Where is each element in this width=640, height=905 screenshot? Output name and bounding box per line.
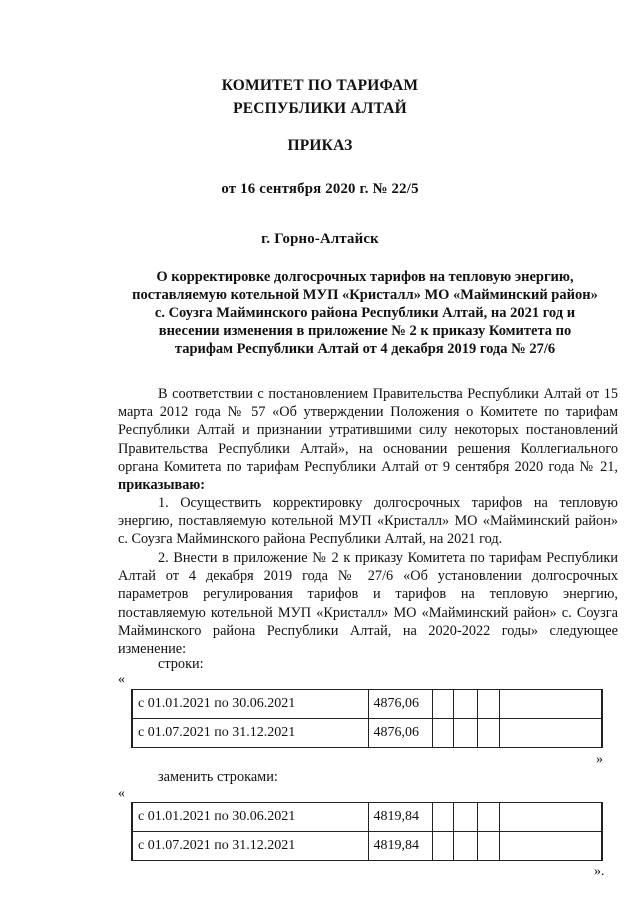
period-cell: с 01.07.2021 по 31.12.2021	[132, 719, 368, 748]
item-2-paragraph: 2. Внести в приложение № 2 к приказу Комитета по тарифам Республики Алтай от 4 декабря 2019 года № 27/6 «Об установлении долгосрочных параметров регулирования тарифов и тарифов на тепловую энергию, поставляемую котельной МУП «Кристалл» МО «Майминский район» с. Соузга Майминского района Республики Алтай, на 2020-2022 годы» следующее изменение:	[118, 550, 618, 658]
close-quote: »	[596, 752, 603, 767]
empty-cell	[477, 690, 499, 719]
org-name-line2: РЕСПУБЛИКИ АЛТАЙ	[233, 100, 407, 117]
empty-cell	[499, 832, 602, 861]
empty-cell	[432, 719, 453, 748]
subject-line: внесении изменения в приложение № 2 к приказу Комитета по	[158, 323, 572, 339]
subject-line: поставляемую котельной МУП «Кристалл» МО «Майминский район»	[132, 287, 598, 303]
item-1-paragraph: 1. Осуществить корректировку долгосрочных тарифов на тепловую энергию, поставляемую котельной МУП «Кристалл» МО «Майминский район» с. Соузга Майминского района Республики Алтай, на 2021 год.	[118, 495, 618, 548]
table-row	[132, 832, 602, 861]
empty-cell	[499, 803, 602, 832]
empty-cell	[432, 803, 453, 832]
empty-cell	[453, 803, 477, 832]
table-row	[132, 719, 602, 748]
subject-line: с. Соузга Майминского района Республики Алтай, на 2021 год и	[154, 305, 576, 321]
empty-cell	[477, 803, 499, 832]
period-cell: с 01.07.2021 по 31.12.2021	[132, 832, 368, 861]
empty-cell	[499, 719, 602, 748]
replace-label: заменить строками:	[158, 769, 278, 785]
empty-cell	[453, 832, 477, 861]
empty-cell	[432, 832, 453, 861]
empty-cell	[453, 719, 477, 748]
doc-city: г. Горно-Алтайск	[261, 231, 379, 247]
rows-label: строки:	[158, 656, 204, 672]
period-cell: с 01.01.2021 по 30.06.2021	[132, 690, 368, 719]
empty-cell	[477, 719, 499, 748]
order-word: приказываю:	[118, 477, 206, 494]
doc-date-number: от 16 сентября 2020 г. № 22/5	[221, 181, 419, 197]
open-quote: «	[118, 786, 125, 801]
org-name-line1: КОМИТЕТ ПО ТАРИФАМ	[221, 77, 419, 94]
doc-type-title: ПРИКАЗ	[287, 137, 353, 154]
subject-line: О корректировке долгосрочных тарифов на тепловую энергию,	[156, 269, 574, 285]
empty-cell	[499, 690, 602, 719]
preamble-paragraph	[118, 385, 618, 494]
close-quote-final: ».	[594, 864, 605, 879]
empty-cell	[453, 690, 477, 719]
tariff-table-old	[131, 689, 603, 748]
tariff-value-cell: 4819,84	[368, 803, 432, 832]
table-row	[132, 690, 602, 719]
empty-cell	[477, 832, 499, 861]
period-cell: с 01.01.2021 по 30.06.2021	[132, 803, 368, 832]
table-row	[132, 803, 602, 832]
empty-cell	[432, 690, 453, 719]
preamble-text: В соответствии с постановлением Правительства Республики Алтай от 15 марта 2012 года № 57 «Об утверждении Положения о Комитете по тарифам Республики Алтай и признании утратившими силу некоторых постановлений Правительства Республики Алтай», на основании решения Коллегиального органа Комитета по тарифам Республики Алтай от 9 сентября 2020 года № 21,	[118, 386, 618, 475]
subject-line: тарифам Республики Алтай от 4 декабря 2019 года № 27/6	[174, 341, 556, 357]
tariff-value-cell: 4876,06	[368, 690, 432, 719]
tariff-value-cell: 4819,84	[368, 832, 432, 861]
doc-subject	[110, 268, 620, 358]
tariff-value-cell: 4876,06	[368, 719, 432, 748]
open-quote: «	[118, 672, 125, 687]
tariff-table-new	[131, 802, 603, 861]
